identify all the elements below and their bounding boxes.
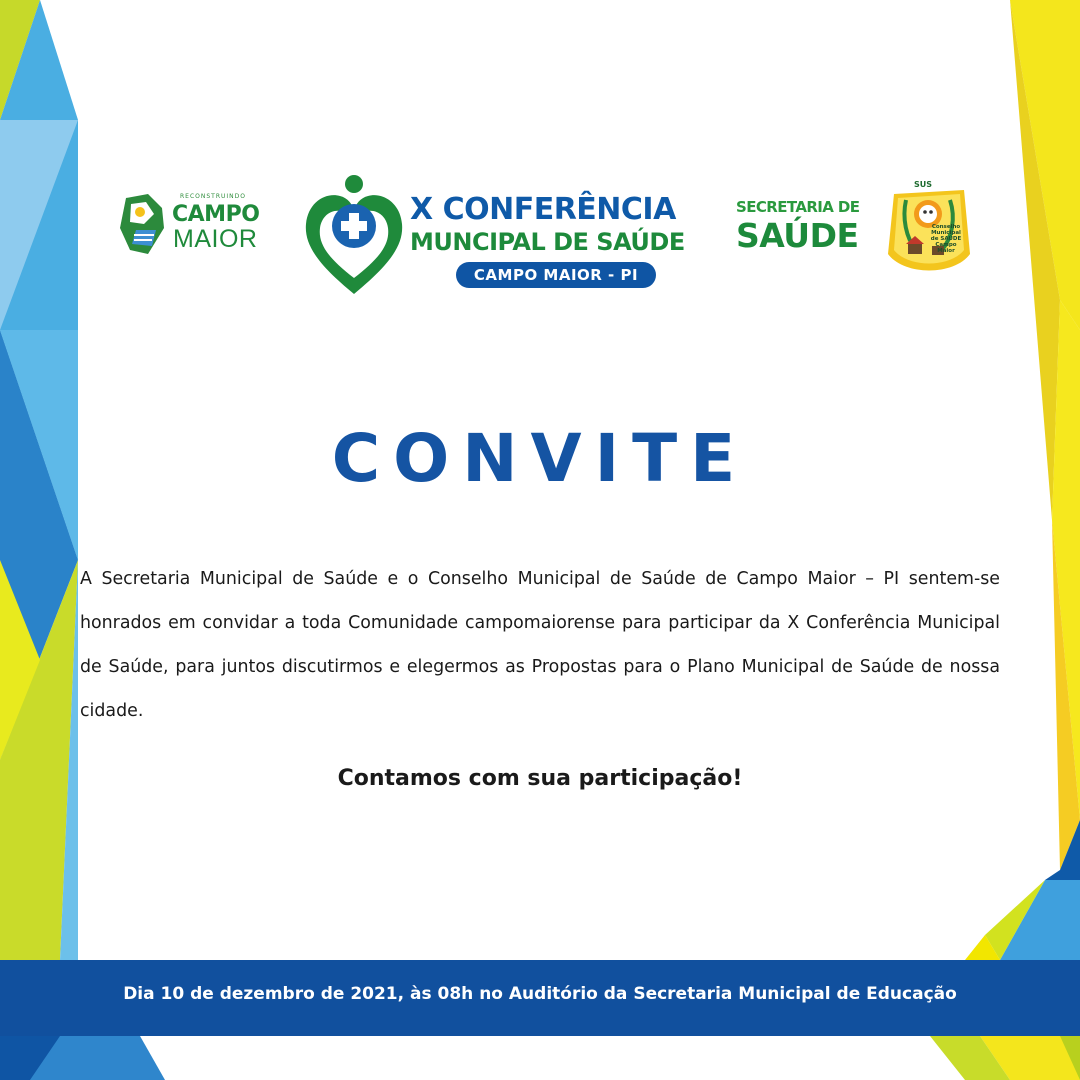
secretaria-logo xyxy=(736,198,876,258)
campo-maior-word-maior: MAIOR xyxy=(173,225,258,253)
conselho-sus-logo xyxy=(884,180,974,276)
conference-title-line1: X CONFERÊNCIA xyxy=(410,192,676,227)
heart-cross-icon xyxy=(300,170,408,298)
conselho-small-text: Conselho Municipal de SAÚDE Campo Maior xyxy=(930,224,962,254)
conference-logo xyxy=(300,170,720,300)
conference-title-line2: MUNCIPAL DE SAÚDE xyxy=(410,228,685,256)
invitation-text: A Secretaria Municipal de Saúde e o Conselho Municipal de Saúde de Campo Maior – PI sentem-se honrados em convidar a toda Comunidade campomaiorense para participar da X Conferência Municipal de Saúde, para juntos discutirmos e elegermos as Propostas para o Plano Municipal de Saúde de nossa cidade. xyxy=(80,569,1000,721)
sus-tag: SUS xyxy=(914,180,933,189)
page-title: CONVITE xyxy=(331,420,749,497)
campo-maior-tagline: RECONSTRUINDO xyxy=(180,193,246,200)
secretaria-line2: SAÚDE xyxy=(736,216,859,255)
campo-maior-word-campo: CAMPO xyxy=(172,202,260,227)
event-date-location: Dia 10 de dezembro de 2021, às 08h no Auditório da Secretaria Municipal de Educação xyxy=(123,984,957,1004)
conference-location-pill: CAMPO MAIOR - PI xyxy=(456,262,656,288)
map-shape-icon xyxy=(118,194,172,256)
secretaria-line1: SECRETARIA DE xyxy=(736,198,860,216)
closing-line: Contamos com sua participação! xyxy=(337,766,743,791)
event-info-band xyxy=(0,960,1080,1036)
campo-maior-logo xyxy=(118,192,278,262)
